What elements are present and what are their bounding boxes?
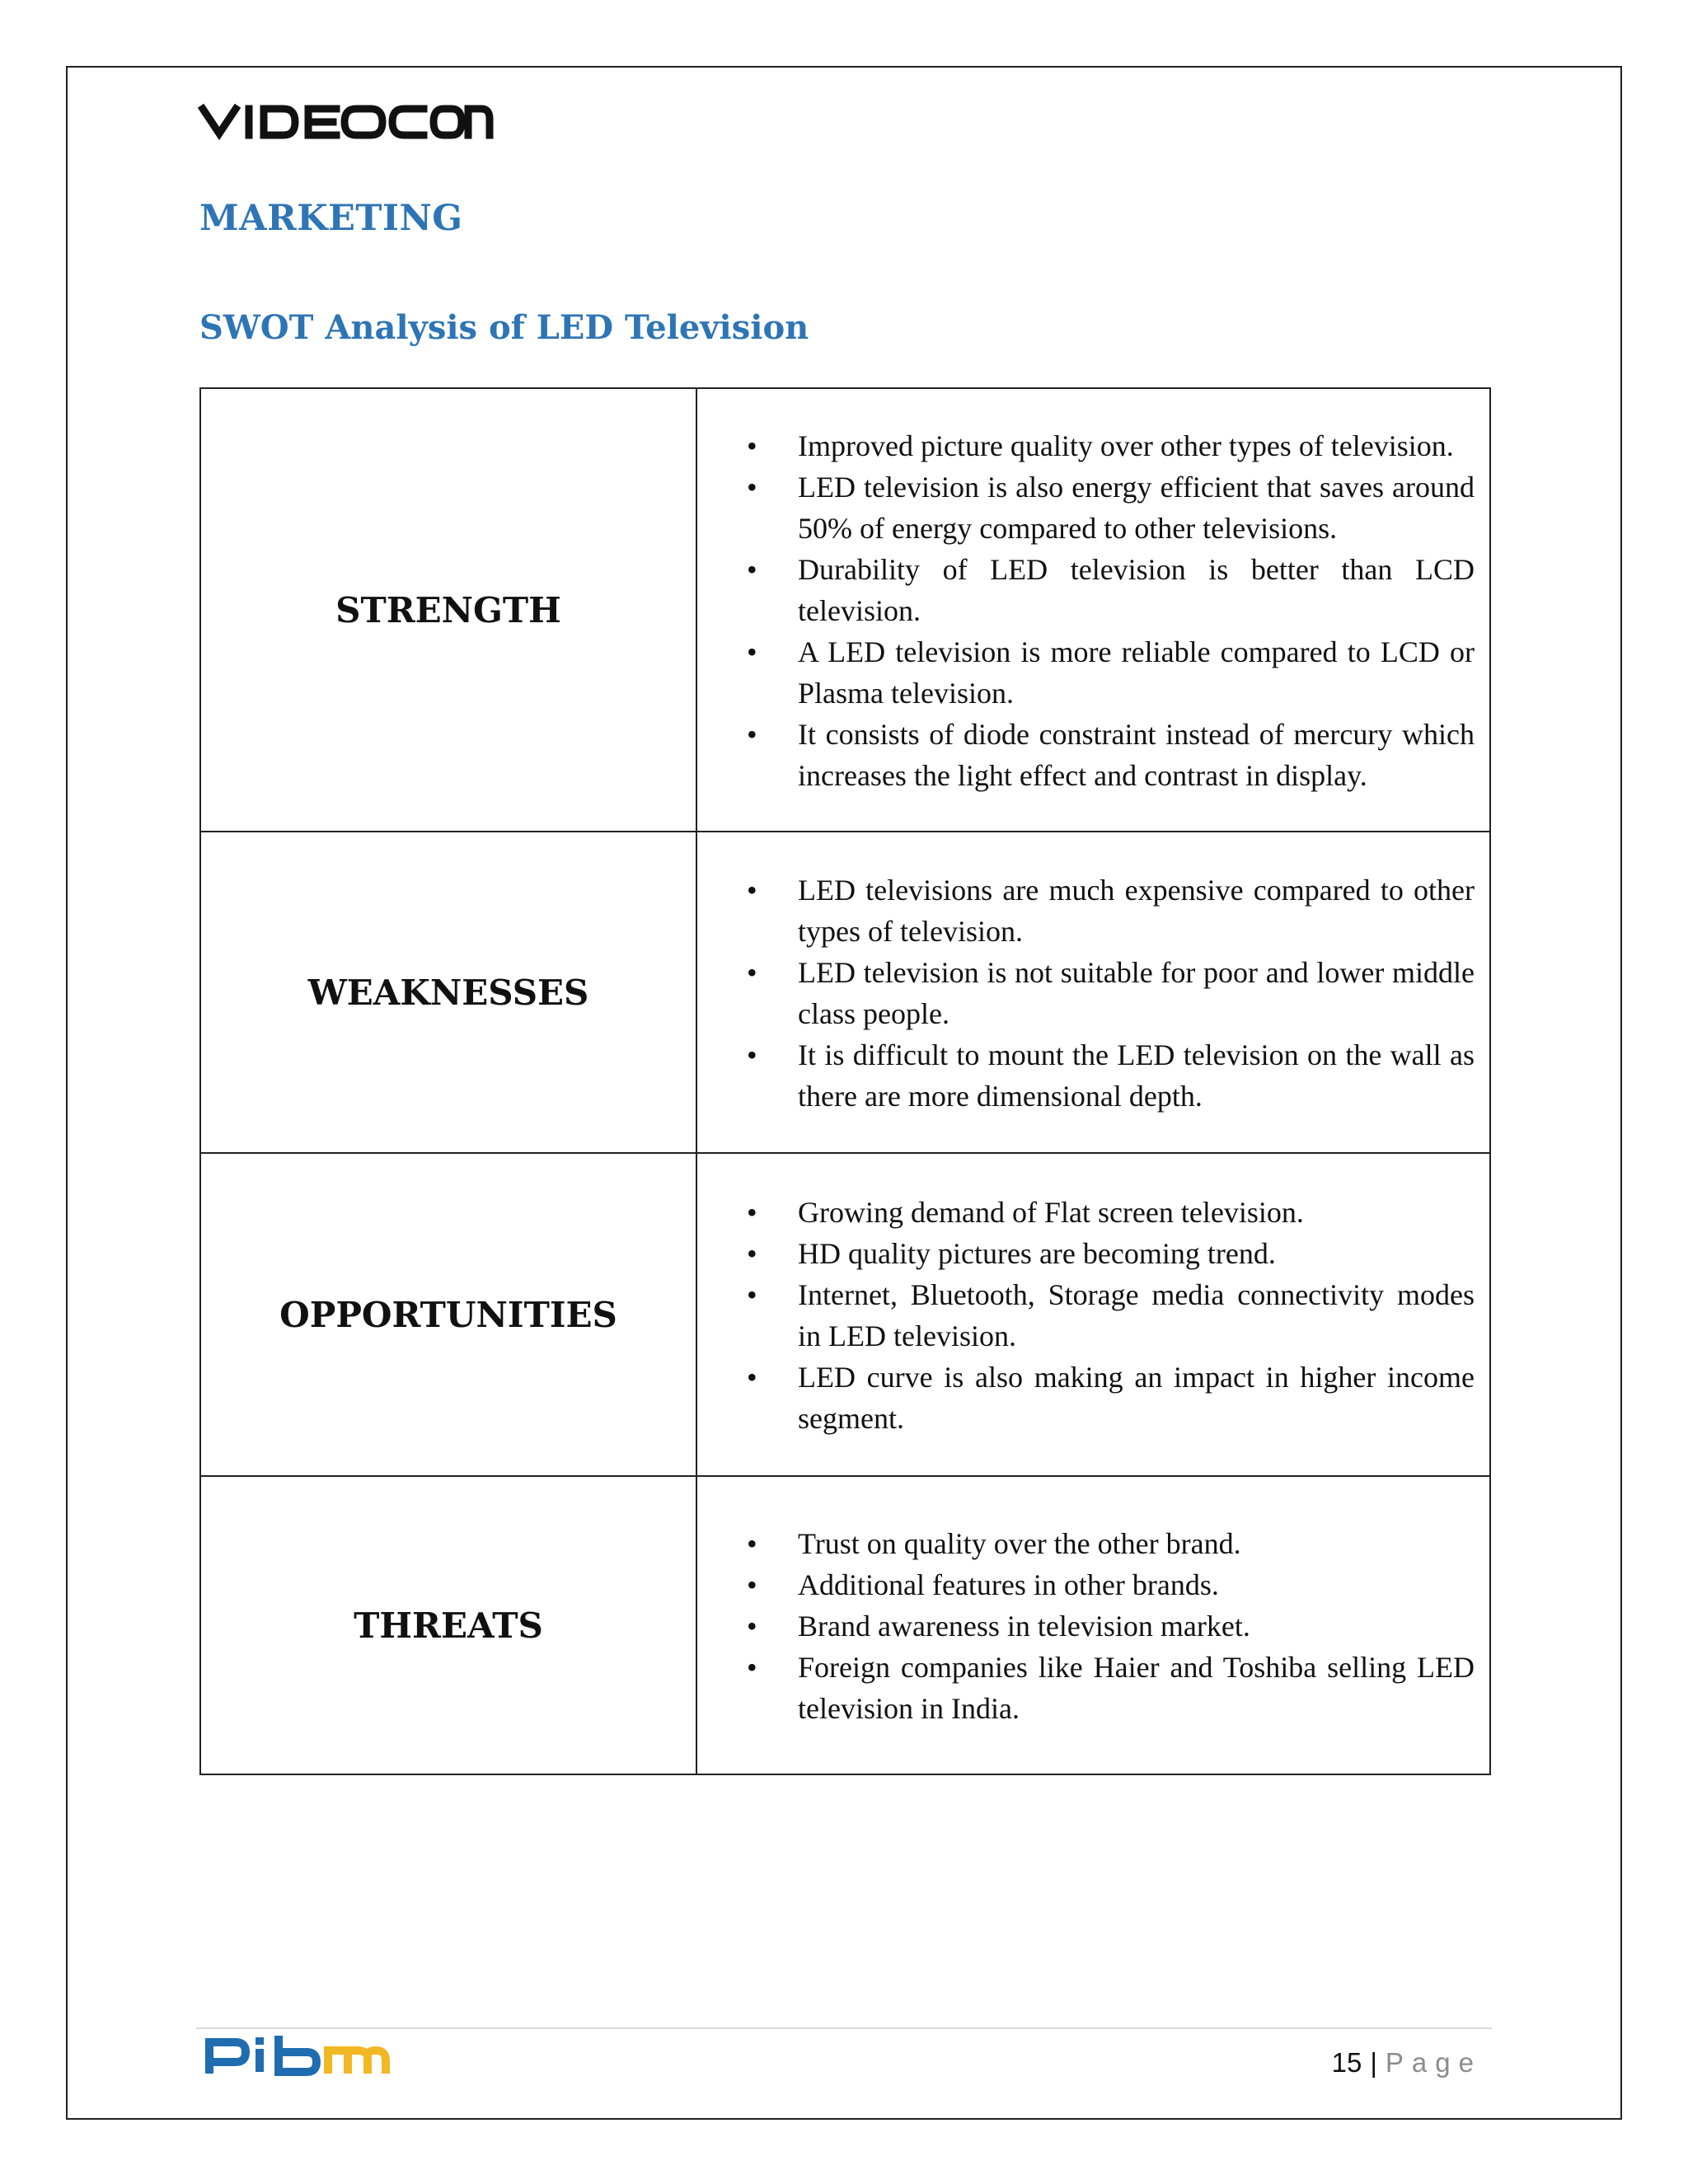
swot-row <box>200 832 1490 1153</box>
bullet-list <box>747 869 1475 1117</box>
bullet-point: • Foreign companies like Haier and Toshiba selling LED television in India. <box>798 1647 1475 1729</box>
bullet-point: • LED television is not suitable for poor and lower middle class people. <box>798 952 1475 1034</box>
bullet-list <box>747 425 1475 796</box>
bullet-point: • It is difficult to mount the LED television on the wall as there are more dimensional depth. <box>798 1034 1475 1117</box>
bullet-point: • LED television is also energy efficient that saves around 50% of energy compared to other televisions. <box>798 466 1475 549</box>
bullet-point: • Durability of LED television is better than LCD television. <box>798 549 1475 631</box>
swot-row-points <box>696 1476 1490 1774</box>
bullet-point: • Trust on quality over the other brand. <box>798 1523 1475 1564</box>
bullet-point: • Brand awareness in television market. <box>798 1605 1475 1647</box>
sub-title: SWOT Analysis of LED Television <box>199 308 809 347</box>
page-number-value: 15 <box>1331 2047 1362 2078</box>
section-title: MARKETING <box>199 198 463 239</box>
swot-row-label: WEAKNESSES <box>200 832 696 1153</box>
bullet-point: • Improved picture quality over other types of television. <box>798 425 1475 466</box>
page-number <box>1332 2047 1482 2079</box>
swot-row <box>200 1153 1490 1476</box>
bullet-point: • HD quality pictures are becoming trend. <box>798 1233 1475 1274</box>
swot-table <box>199 387 1491 1775</box>
swot-row <box>200 388 1490 832</box>
swot-row-points <box>696 832 1490 1153</box>
bullet-point: • LED curve is also making an impact in higher income segment. <box>798 1357 1475 1439</box>
bullet-point: • Growing demand of Flat screen television. <box>798 1192 1475 1233</box>
bullet-point: • LED televisions are much expensive compared to other types of television. <box>798 869 1475 952</box>
swot-row <box>200 1476 1490 1774</box>
swot-row-label: THREATS <box>200 1476 696 1774</box>
videocon-logo <box>198 97 495 147</box>
swot-row-label: STRENGTH <box>200 388 696 832</box>
bullet-point: • Internet, Bluetooth, Storage media connectivity modes in LED television. <box>798 1274 1475 1357</box>
page-label: Page <box>1385 2047 1482 2078</box>
swot-row-label: OPPORTUNITIES <box>200 1153 696 1476</box>
pibm-logo <box>203 2032 392 2079</box>
bullet-point: • A LED television is more reliable compared to LCD or Plasma television. <box>798 631 1475 714</box>
bullet-list <box>747 1523 1475 1729</box>
page-number-separator: | <box>1370 2047 1377 2078</box>
bullet-point: • It consists of diode constraint instead of mercury which increases the light effect and contrast in display. <box>798 714 1475 796</box>
bullet-point: • Additional features in other brands. <box>798 1564 1475 1605</box>
swot-row-points <box>696 1153 1490 1476</box>
footer-divider <box>196 2027 1492 2029</box>
bullet-list <box>747 1192 1475 1439</box>
swot-row-points <box>696 388 1490 832</box>
